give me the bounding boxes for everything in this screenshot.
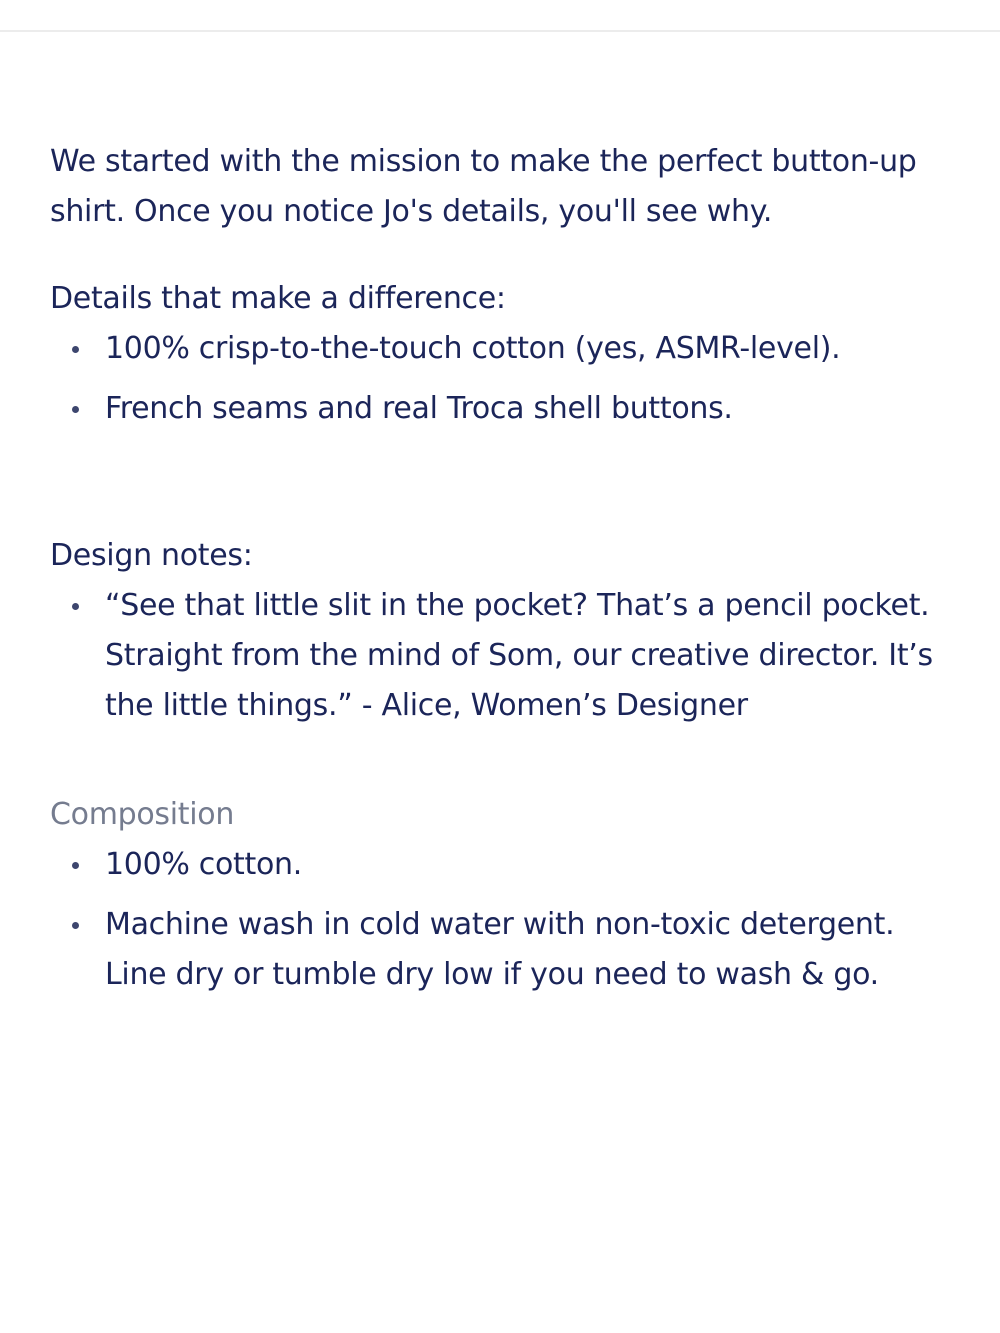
- composition-list: [50, 840, 955, 1000]
- bullet-icon: [72, 603, 79, 610]
- list-item: [105, 324, 955, 374]
- list-item: [105, 581, 955, 731]
- list-item: [105, 384, 955, 434]
- top-divider: [0, 30, 1000, 32]
- composition-heading: Composition: [50, 797, 235, 832]
- list-item: [105, 900, 955, 1000]
- product-description: [50, 137, 955, 1000]
- bullet-icon: [72, 346, 79, 353]
- bullet-icon: [72, 862, 79, 869]
- design-notes-list: [50, 581, 955, 731]
- list-item-text: Machine wash in cold water with non-toxic detergent. Line dry or tumble dry low if you need to wash & go.: [105, 907, 895, 992]
- intro-paragraph: We started with the mission to make the perfect button-up shirt. Once you notice Jo's details, you'll see why.: [50, 144, 917, 229]
- list-item-text: 100% crisp-to-the-touch cotton (yes, ASMR-level).: [105, 331, 841, 366]
- details-list: [50, 324, 955, 434]
- details-heading: Details that make a difference:: [50, 281, 506, 316]
- design-notes-heading: Design notes:: [50, 538, 253, 573]
- list-item-text: 100% cotton.: [105, 847, 302, 882]
- bullet-icon: [72, 406, 79, 413]
- list-item-text: French seams and real Troca shell buttons.: [105, 391, 733, 426]
- bullet-icon: [72, 922, 79, 929]
- list-item-text: “See that little slit in the pocket? That’s a pencil pocket. Straight from the mind of Som, our creative director. It’s the little things.” - Alice, Women’s Designer: [105, 588, 933, 723]
- list-item: [105, 840, 955, 890]
